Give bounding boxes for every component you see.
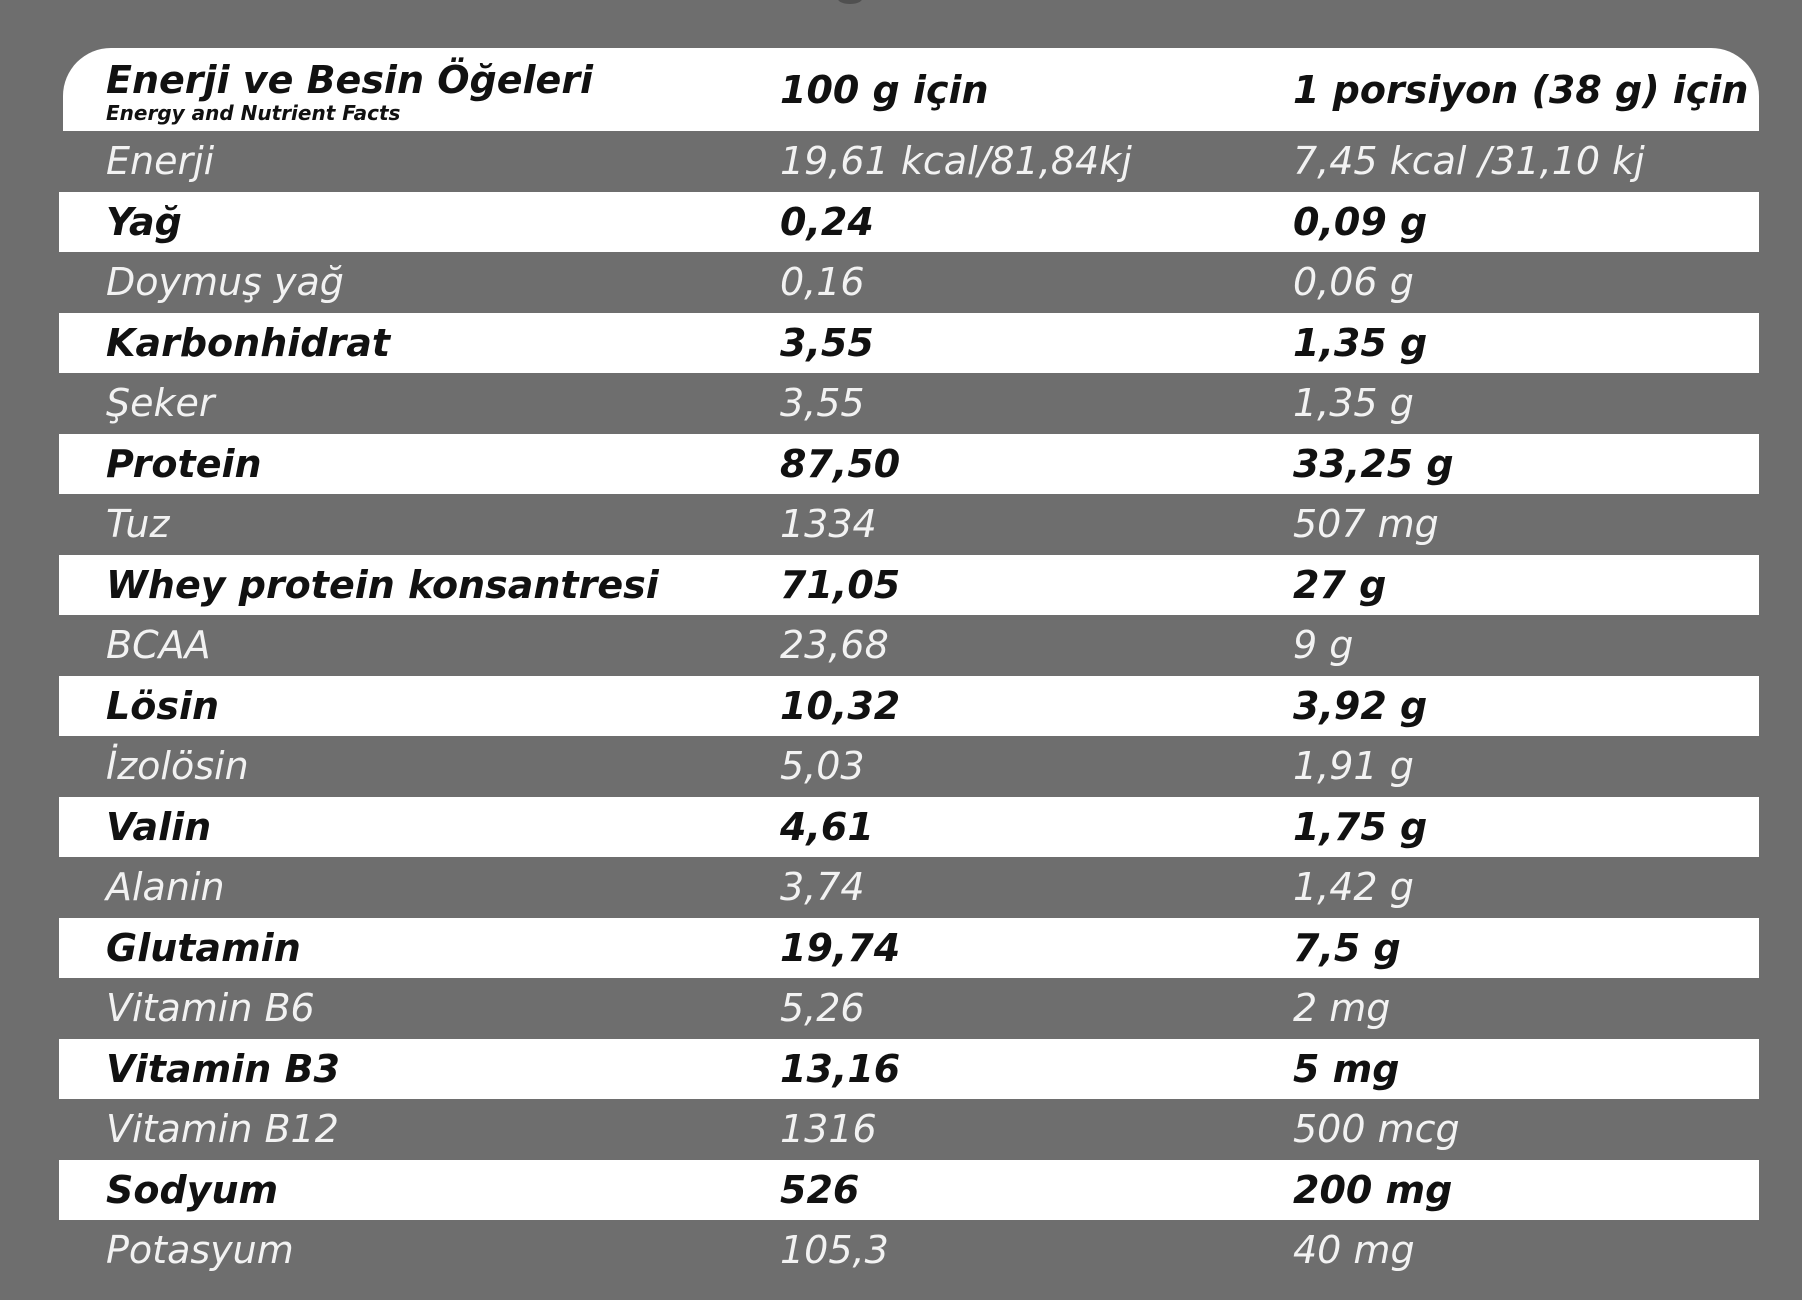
table-row xyxy=(59,373,1759,434)
table-row xyxy=(59,736,1759,797)
nutrient-name: İzolösin xyxy=(106,744,249,788)
table-header xyxy=(63,48,1759,131)
value-per-100g: 71,05 xyxy=(780,562,901,607)
value-per-portion: 507 mg xyxy=(1293,502,1439,546)
top-edge-mark xyxy=(838,0,862,4)
table-subtitle: Energy and Nutrient Facts xyxy=(106,101,401,125)
nutrient-name: Protein xyxy=(106,441,262,486)
value-per-portion: 7,5 g xyxy=(1293,925,1401,970)
table-row xyxy=(59,1160,1759,1221)
value-per-portion: 1,42 g xyxy=(1293,865,1414,909)
value-per-portion: 40 mg xyxy=(1293,1228,1415,1272)
value-per-100g: 1316 xyxy=(780,1107,877,1151)
value-per-portion: 33,25 g xyxy=(1293,441,1454,486)
nutrient-name: Vitamin B12 xyxy=(106,1107,339,1151)
value-per-100g: 3,55 xyxy=(780,320,874,365)
value-per-portion: 0,06 g xyxy=(1293,260,1414,304)
table-row xyxy=(59,1039,1759,1100)
value-per-100g: 19,61 kcal/81,84kj xyxy=(780,139,1132,183)
nutrient-name: Vitamin B6 xyxy=(106,986,315,1030)
value-per-100g: 4,61 xyxy=(780,804,874,849)
table-row xyxy=(59,978,1759,1039)
table-row xyxy=(59,918,1759,979)
value-per-portion: 1,35 g xyxy=(1293,320,1428,365)
value-per-100g: 87,50 xyxy=(780,441,901,486)
table-title: Enerji ve Besin Öğeleri xyxy=(106,58,594,102)
value-per-portion: 27 g xyxy=(1293,562,1387,607)
nutrient-name: Glutamin xyxy=(106,925,301,970)
table-row xyxy=(59,494,1759,555)
value-per-100g: 19,74 xyxy=(780,925,901,970)
table-row xyxy=(59,1220,1759,1281)
value-per-100g: 526 xyxy=(780,1167,860,1212)
table-row xyxy=(59,192,1759,253)
table-row xyxy=(59,857,1759,918)
nutrient-name: Vitamin B3 xyxy=(106,1046,340,1091)
nutrient-name: Karbonhidrat xyxy=(106,320,391,365)
table-row xyxy=(59,555,1759,616)
table-row xyxy=(59,434,1759,495)
value-per-portion: 7,45 kcal /31,10 kj xyxy=(1293,139,1645,183)
table-row xyxy=(59,615,1759,676)
nutrient-name: Alanin xyxy=(106,865,225,909)
table-row xyxy=(59,313,1759,374)
nutrient-name: Enerji xyxy=(106,139,215,183)
nutrient-name: Lösin xyxy=(106,683,220,728)
value-per-100g: 3,55 xyxy=(780,381,865,425)
nutrient-name: Tuz xyxy=(106,502,170,546)
table-row xyxy=(59,676,1759,737)
table-row xyxy=(59,797,1759,858)
table-row xyxy=(59,252,1759,313)
nutrient-name: Potasyum xyxy=(106,1228,294,1272)
table-row xyxy=(59,1099,1759,1160)
column-header-portion: 1 porsiyon (38 g) için xyxy=(1293,68,1749,112)
column-header-100g: 100 g için xyxy=(780,68,989,112)
value-per-portion: 500 mcg xyxy=(1293,1107,1460,1151)
value-per-100g: 5,03 xyxy=(780,744,865,788)
value-per-100g: 5,26 xyxy=(780,986,865,1030)
value-per-portion: 1,35 g xyxy=(1293,381,1414,425)
value-per-100g: 0,16 xyxy=(780,260,865,304)
nutrient-name: Şeker xyxy=(106,381,215,425)
value-per-100g: 3,74 xyxy=(780,865,865,909)
nutrient-name: Whey protein konsantresi xyxy=(106,562,659,607)
value-per-portion: 9 g xyxy=(1293,623,1354,667)
value-per-100g: 13,16 xyxy=(780,1046,901,1091)
value-per-portion: 200 mg xyxy=(1293,1167,1453,1212)
nutrient-name: Yağ xyxy=(106,199,182,244)
value-per-portion: 0,09 g xyxy=(1293,199,1428,244)
nutrition-facts-table xyxy=(59,48,1759,1281)
value-per-100g: 23,68 xyxy=(780,623,889,667)
nutrient-name: BCAA xyxy=(106,623,211,667)
value-per-portion: 1,91 g xyxy=(1293,744,1414,788)
table-row xyxy=(59,131,1759,192)
value-per-100g: 0,24 xyxy=(780,199,874,244)
value-per-portion: 1,75 g xyxy=(1293,804,1428,849)
nutrient-name: Valin xyxy=(106,804,212,849)
value-per-100g: 1334 xyxy=(780,502,877,546)
value-per-portion: 3,92 g xyxy=(1293,683,1428,728)
value-per-portion: 2 mg xyxy=(1293,986,1391,1030)
nutrient-name: Sodyum xyxy=(106,1167,279,1212)
value-per-100g: 105,3 xyxy=(780,1228,889,1272)
nutrient-name: Doymuş yağ xyxy=(106,260,344,304)
value-per-portion: 5 mg xyxy=(1293,1046,1400,1091)
value-per-100g: 10,32 xyxy=(780,683,901,728)
